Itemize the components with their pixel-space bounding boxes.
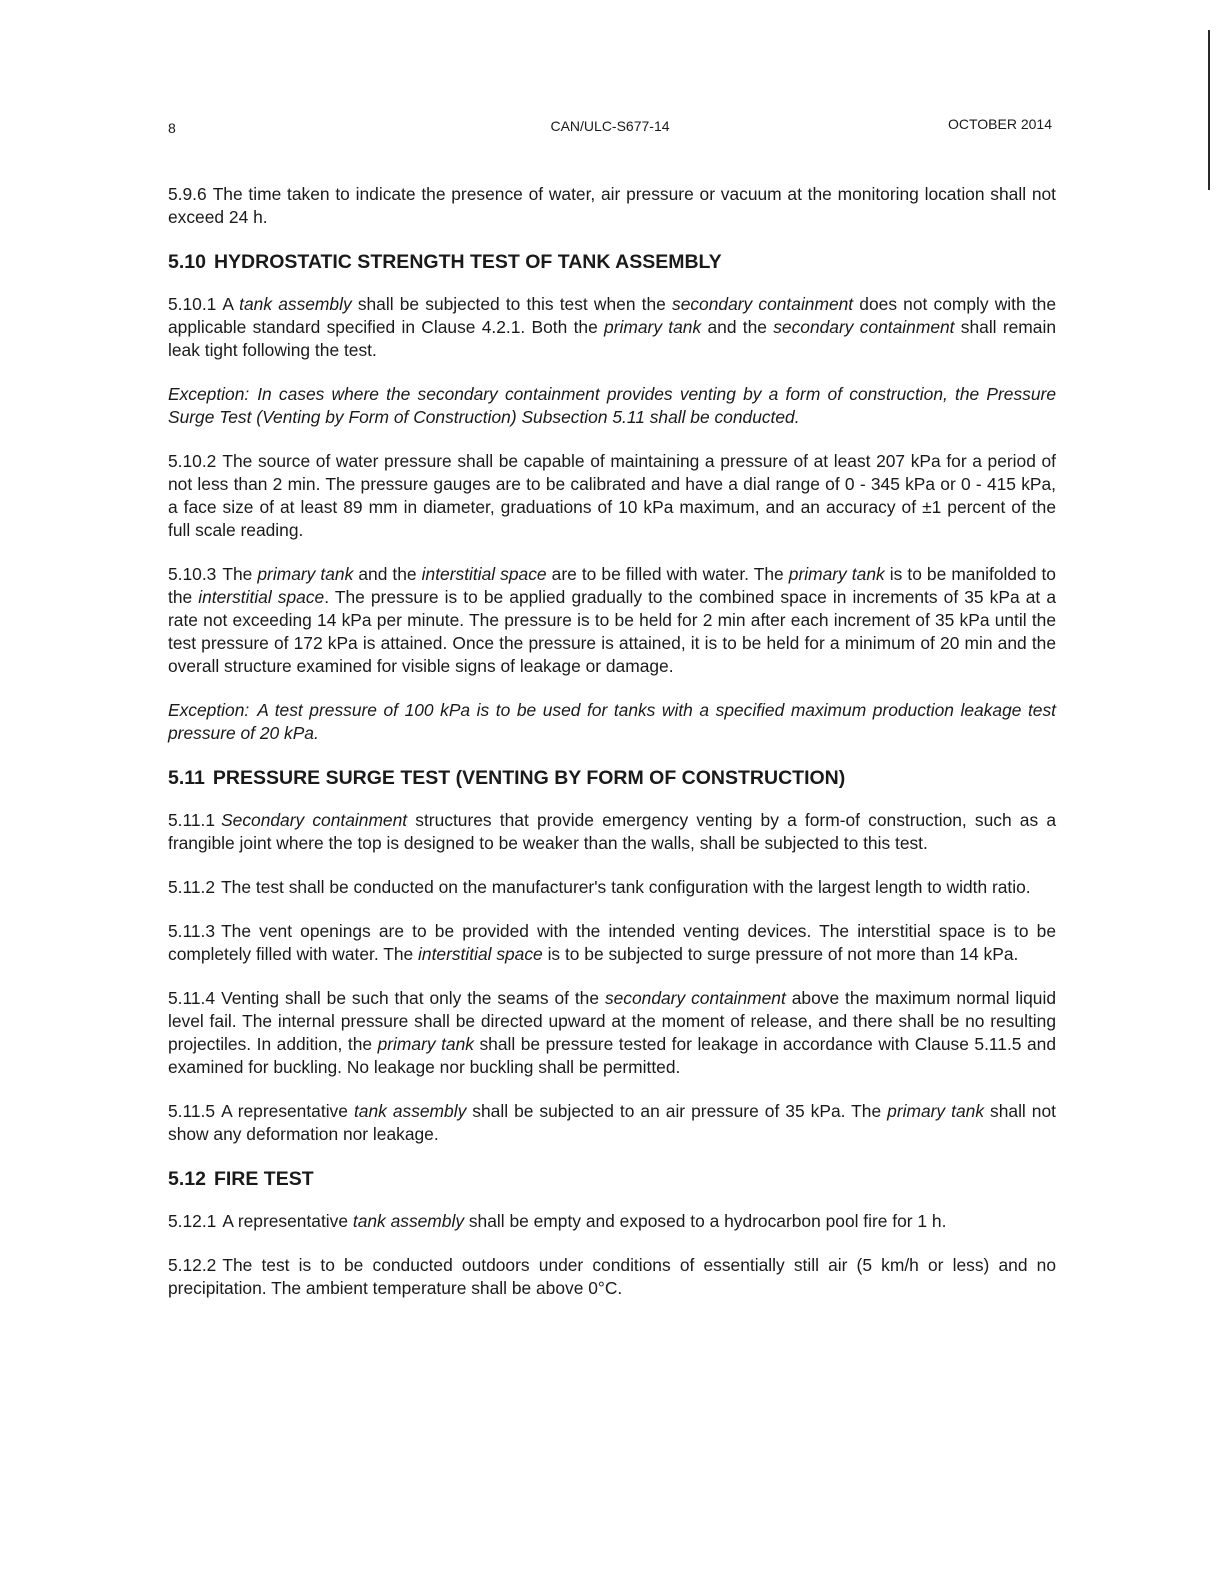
publication-date: OCTOBER 2014 xyxy=(947,116,1052,132)
defined-term: interstitial space xyxy=(198,587,325,607)
clause-5-10-2 xyxy=(168,450,1056,542)
section-heading-5-10 xyxy=(168,250,1056,274)
clause-text: Venting shall be such that only the seams of the xyxy=(221,988,605,1008)
section-number: 5.11 xyxy=(168,767,205,789)
scan-edge-mark xyxy=(1208,30,1210,190)
clause-number: 5.11.5 xyxy=(168,1101,216,1121)
clause-text: and the xyxy=(701,317,774,337)
clause-text: shall not show any deformation nor leakage. xyxy=(168,1101,1056,1144)
section-title: FIRE TEST xyxy=(213,1168,314,1190)
clause-5-10-1 xyxy=(168,293,1056,362)
clause-text: The test is to be conducted outdoors under conditions of essentially still air (5 km/h or less) and no precipitation. The ambient temperature shall be above 0°C. xyxy=(168,1255,1056,1298)
defined-term: tank assembly xyxy=(353,1101,467,1121)
section-heading-5-11 xyxy=(168,766,1056,790)
clause-5-11-5 xyxy=(168,1100,1056,1146)
clause-text: The time taken to indicate the presence of water, air pressure or vacuum at the monitoring location shall not exceed 24 h. xyxy=(168,184,1056,227)
clause-5-11-4 xyxy=(168,987,1056,1079)
clause-text: shall be subjected to this test when the xyxy=(351,294,672,314)
clause-text: The vent openings are to be provided with the intended venting devices. The interstitial space is to be completely filled with water. The xyxy=(168,921,1056,964)
clause-number: 5.11.1 xyxy=(168,810,216,830)
clause-text: A representative xyxy=(222,1211,353,1231)
page-header xyxy=(168,116,1052,138)
section-title: PRESSURE SURGE TEST (VENTING BY FORM OF CONSTRUCTION) xyxy=(212,767,846,789)
clause-5-10-3 xyxy=(168,563,1056,678)
clause-text: above the maximum normal liquid level fail. The internal pressure shall be directed upward at the moment of release, and there shall be no resulting projectiles. In addition, the xyxy=(168,988,1057,1054)
exception-text: A test pressure of 100 kPa is to be used for tanks with a specified maximum production leakage test pressure of 20 kPa. xyxy=(168,700,1056,743)
clause-text: is to be manifolded to the xyxy=(168,564,1056,607)
clause-text: structures that provide emergency venting by a form-of construction, such as a frangible joint where the top is designed to be weaker than the walls, shall be subjected to this test. xyxy=(168,810,1056,853)
clause-number: 5.11.3 xyxy=(168,921,216,941)
defined-term: primary tank xyxy=(377,1034,474,1054)
clause-text: The source of water pressure shall be capable of maintaining a pressure of at least 207 kPa for a period of not less than 2 min. The pressure gauges are to be calibrated and have a dial range of 0 - 345 kPa or 0 - 415 kPa, a face size of at least 89 mm in diameter, graduations of 10 kPa maximum, and an accuracy of ±1 percent of the full scale reading. xyxy=(168,451,1056,540)
clause-text: shall be subjected to an air pressure of 35 kPa. The xyxy=(466,1101,888,1121)
clause-text: are to be filled with water. The xyxy=(546,564,789,584)
defined-term: secondary containment xyxy=(773,317,955,337)
defined-term: tank assembly xyxy=(239,294,352,314)
clause-5-11-1 xyxy=(168,809,1056,855)
clause-number: 5.12.2 xyxy=(168,1255,217,1275)
exception-note-5-10-3 xyxy=(168,699,1056,745)
clause-text: shall be pressure tested for leakage in accordance with Clause 5.11.5 and examined for buckling. No leakage nor buckling shall be permitted. xyxy=(168,1034,1056,1077)
clause-text: A representative xyxy=(221,1101,354,1121)
defined-term: Secondary containment xyxy=(221,810,408,830)
clause-number: 5.9.6 xyxy=(168,184,207,204)
clause-number: 5.11.4 xyxy=(168,988,216,1008)
clause-text: . The pressure is to be applied gradually to the combined space in increments of 35 kPa at a rate not exceeding 14 kPa per minute. The pressure is to be held for 2 min after each increment of 35 kPa until the test pressure of 172 kPa is attained. Once the pressure is attained, it is to be held for a minimum of 20 min and the overall structure examined for visible signs of leakage or damage. xyxy=(168,587,1056,676)
defined-term: primary tank xyxy=(788,564,885,584)
clause-number: 5.11.2 xyxy=(168,877,216,897)
section-title: HYDROSTATIC STRENGTH TEST OF TANK ASSEMBLY xyxy=(213,251,722,273)
standard-designation: CAN/ULC-S677-14 xyxy=(550,118,670,134)
section-heading-5-12 xyxy=(168,1167,1056,1191)
defined-term: primary tank xyxy=(887,1101,985,1121)
clause-number: 5.10.3 xyxy=(168,564,217,584)
defined-term: primary tank xyxy=(604,317,702,337)
exception-label: Exception: xyxy=(168,700,250,720)
clause-text: and the xyxy=(353,564,422,584)
clause-text: The test shall be conducted on the manufacturer's tank configuration with the largest length to width ratio. xyxy=(221,877,1031,897)
clause-5-12-2 xyxy=(168,1254,1056,1300)
section-number: 5.10 xyxy=(168,251,206,273)
defined-term: primary tank xyxy=(257,564,354,584)
clause-number: 5.12.1 xyxy=(168,1211,217,1231)
clause-text: shall be empty and exposed to a hydrocarbon pool fire for 1 h. xyxy=(464,1211,947,1231)
exception-note-5-10-1 xyxy=(168,383,1056,429)
exception-text: In cases where the secondary containment provides venting by a form of construction, the Pressure Surge Test (Venting by Form of Construction) Subsection 5.11 shall be conducted. xyxy=(168,384,1056,427)
defined-term: secondary containment xyxy=(604,988,786,1008)
clause-text: shall remain leak tight following the test. xyxy=(168,317,1056,360)
document-body xyxy=(168,183,1056,1321)
defined-term: interstitial space xyxy=(421,564,547,584)
clause-text: The xyxy=(222,564,258,584)
clause-text: is to be subjected to surge pressure of not more than 14 kPa. xyxy=(542,944,1019,964)
section-number: 5.12 xyxy=(168,1168,206,1190)
clause-5-12-1 xyxy=(168,1210,1056,1233)
clause-5-9-6 xyxy=(168,183,1056,229)
clause-number: 5.10.1 xyxy=(168,294,217,314)
defined-term: secondary containment xyxy=(672,294,854,314)
clause-text: A xyxy=(222,294,240,314)
defined-term: tank assembly xyxy=(352,1211,465,1231)
clause-5-11-3 xyxy=(168,920,1056,966)
defined-term: interstitial space xyxy=(418,944,543,964)
clause-text: does not comply with the applicable standard specified in Clause 4.2.1. Both the xyxy=(168,294,1057,337)
clause-5-11-2 xyxy=(168,876,1056,899)
exception-label: Exception: xyxy=(168,384,250,404)
page-number: 8 xyxy=(168,120,176,136)
clause-number: 5.10.2 xyxy=(168,451,217,471)
